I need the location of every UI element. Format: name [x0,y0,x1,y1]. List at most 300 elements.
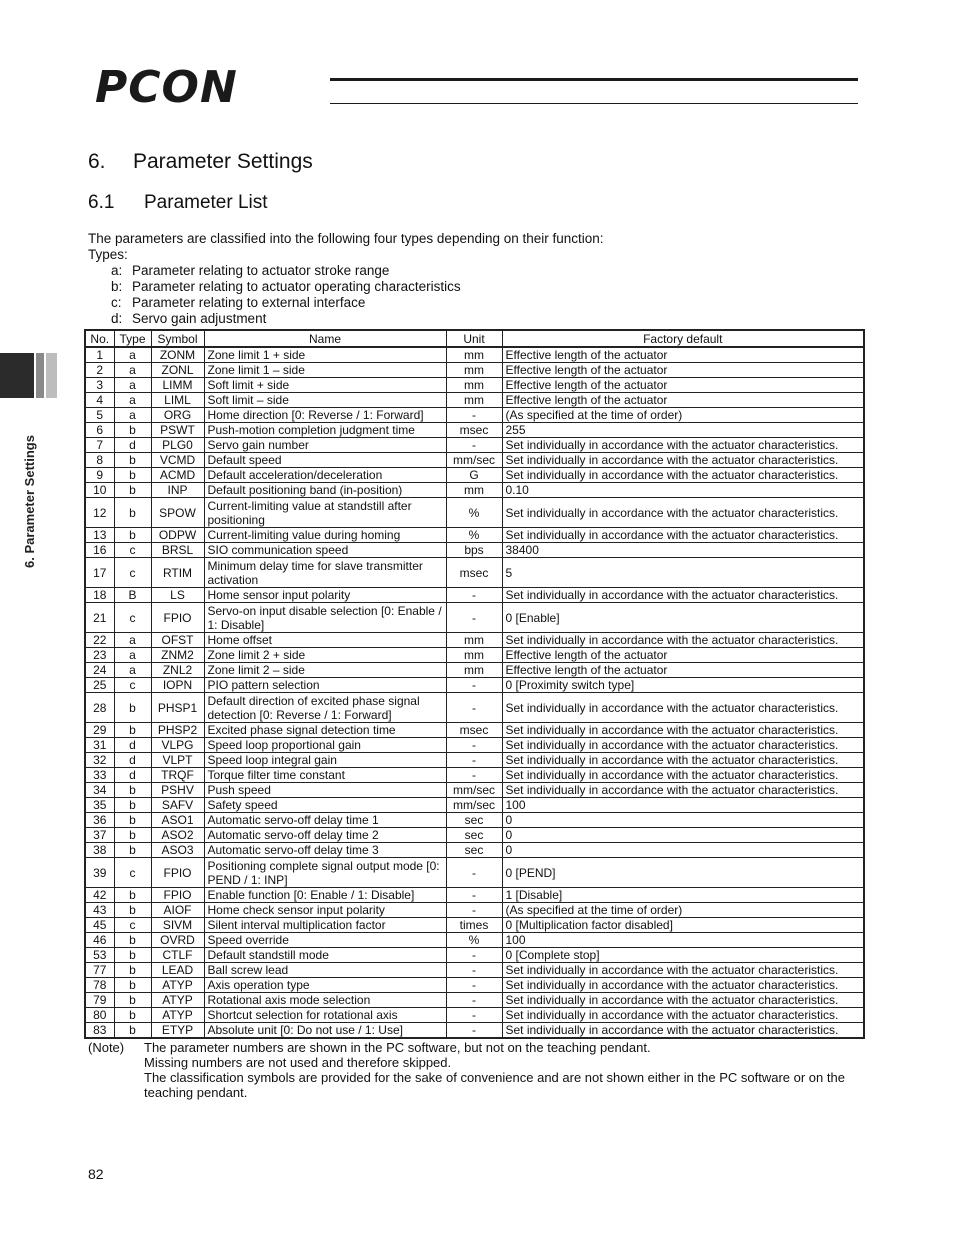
intro-line: The parameters are classified into the following four types depending on their function: [88,231,604,246]
cell-symbol: SPOW [151,498,204,528]
cell-type: b [114,783,151,798]
cell-symbol: IOPN [151,678,204,693]
table-row [85,798,864,813]
cell-unit: - [446,858,502,888]
cell-name: Absolute unit [0: Do not use / 1: Use] [204,1023,446,1039]
cell-symbol: BRSL [151,543,204,558]
cell-symbol: INP [151,483,204,498]
table-row [85,768,864,783]
cell-unit: G [446,468,502,483]
cell-name: SIO communication speed [204,543,446,558]
table-row [85,1008,864,1023]
cell-symbol: ORG [151,408,204,423]
header-no: No. [85,330,114,347]
cell-unit: - [446,678,502,693]
cell-symbol: LS [151,588,204,603]
cell-no: 24 [85,663,114,678]
cell-symbol: SAFV [151,798,204,813]
cell-default: Set individually in accordance with the actuator characteristics. [502,588,864,603]
cell-name: Positioning complete signal output mode [0: PEND / 1: INP] [204,858,446,888]
cell-no: 83 [85,1023,114,1039]
cell-type: d [114,768,151,783]
cell-type: b [114,948,151,963]
table-row [85,648,864,663]
cell-no: 22 [85,633,114,648]
cell-no: 79 [85,993,114,1008]
cell-default: Set individually in accordance with the actuator characteristics. [502,633,864,648]
type-item [111,295,461,311]
table-header-row [85,330,864,347]
cell-symbol: ATYP [151,978,204,993]
cell-symbol: ZONL [151,363,204,378]
cell-symbol: VCMD [151,453,204,468]
note-line: Missing numbers are not used and therefore skipped. [144,1055,452,1070]
cell-default: 1 [Disable] [502,888,864,903]
section-heading [88,150,313,174]
cell-type: a [114,378,151,393]
cell-name: Home check sensor input polarity [204,903,446,918]
cell-name: Ball screw lead [204,963,446,978]
cell-no: 4 [85,393,114,408]
table-row [85,813,864,828]
cell-symbol: PLG0 [151,438,204,453]
cell-no: 45 [85,918,114,933]
cell-no: 38 [85,843,114,858]
cell-symbol: ZNM2 [151,648,204,663]
cell-symbol: LIMM [151,378,204,393]
type-text: Servo gain adjustment [132,311,267,326]
table-row [85,693,864,723]
cell-default: Effective length of the actuator [502,378,864,393]
note-body [144,1040,874,1100]
cell-unit: - [446,738,502,753]
cell-name: Speed loop integral gain [204,753,446,768]
cell-no: 80 [85,1008,114,1023]
table-row [85,498,864,528]
cell-default: Set individually in accordance with the actuator characteristics. [502,783,864,798]
cell-type: d [114,738,151,753]
cell-symbol: PHSP1 [151,693,204,723]
cell-default: 0 [Complete stop] [502,948,864,963]
cell-default: 0 [502,843,864,858]
cell-no: 28 [85,693,114,723]
table-row [85,483,864,498]
cell-symbol: AIOF [151,903,204,918]
table-row [85,858,864,888]
cell-type: a [114,648,151,663]
cell-no: 46 [85,933,114,948]
chapter-side-label: 6. Parameter Settings [22,435,37,568]
cell-no: 8 [85,453,114,468]
cell-name: Servo gain number [204,438,446,453]
cell-default: Set individually in accordance with the actuator characteristics. [502,768,864,783]
cell-default: 0 [Enable] [502,603,864,633]
cell-unit: - [446,948,502,963]
header-factory-default: Factory default [502,330,864,347]
chapter-tab-dark [0,353,34,398]
subsection-heading [88,192,268,214]
cell-no: 36 [85,813,114,828]
cell-type: a [114,663,151,678]
cell-type: c [114,858,151,888]
cell-type: b [114,993,151,1008]
type-item [111,263,461,279]
table-row [85,543,864,558]
cell-name: Axis operation type [204,978,446,993]
header-rule-thin [330,103,858,104]
cell-type: c [114,603,151,633]
cell-type: d [114,753,151,768]
cell-type: b [114,453,151,468]
chapter-tab-mid [36,353,44,398]
cell-type: b [114,888,151,903]
cell-name: Default positioning band (in-position) [204,483,446,498]
cell-symbol: LIML [151,393,204,408]
cell-symbol: ATYP [151,1008,204,1023]
cell-type: b [114,723,151,738]
table-row [85,588,864,603]
cell-no: 10 [85,483,114,498]
cell-type: b [114,468,151,483]
cell-no: 33 [85,768,114,783]
cell-type: b [114,933,151,948]
table-row [85,423,864,438]
cell-no: 25 [85,678,114,693]
cell-no: 23 [85,648,114,663]
cell-unit: - [446,963,502,978]
cell-unit: - [446,888,502,903]
cell-default: 0 [Proximity switch type] [502,678,864,693]
cell-unit: sec [446,813,502,828]
table-row [85,438,864,453]
table-row [85,738,864,753]
cell-name: Default speed [204,453,446,468]
table-row [85,603,864,633]
cell-type: b [114,483,151,498]
cell-name: Excited phase signal detection time [204,723,446,738]
table-row [85,948,864,963]
table-row [85,753,864,768]
cell-symbol: PSHV [151,783,204,798]
cell-default: Set individually in accordance with the actuator characteristics. [502,738,864,753]
cell-default: Effective length of the actuator [502,663,864,678]
cell-no: 13 [85,528,114,543]
cell-default: Set individually in accordance with the actuator characteristics. [502,1008,864,1023]
cell-name: Default standstill mode [204,948,446,963]
chapter-tab [0,353,57,398]
cell-no: 37 [85,828,114,843]
table-row [85,378,864,393]
table-row [85,993,864,1008]
cell-symbol: ZONM [151,347,204,363]
cell-symbol: FPIO [151,858,204,888]
header-name: Name [204,330,446,347]
cell-no: 3 [85,378,114,393]
cell-no: 35 [85,798,114,813]
cell-type: d [114,438,151,453]
cell-type: c [114,543,151,558]
cell-no: 34 [85,783,114,798]
cell-type: b [114,1023,151,1039]
cell-default: Set individually in accordance with the actuator characteristics. [502,453,864,468]
parameter-table [84,329,865,1039]
cell-default: 0 [502,828,864,843]
cell-unit: mm [446,393,502,408]
cell-unit: mm/sec [446,453,502,468]
cell-name: Shortcut selection for rotational axis [204,1008,446,1023]
header-symbol: Symbol [151,330,204,347]
table-row [85,978,864,993]
table-row [85,528,864,543]
cell-unit: mm [446,378,502,393]
cell-name: Home direction [0: Reverse / 1: Forward] [204,408,446,423]
cell-no: 77 [85,963,114,978]
cell-name: Automatic servo-off delay time 2 [204,828,446,843]
note-line: The classification symbols are provided for the sake of convenience and are not shown either in the PC software or on the teaching pendant. [144,1070,845,1100]
table-row [85,408,864,423]
table-row [85,663,864,678]
cell-type: c [114,678,151,693]
cell-name: Minimum delay time for slave transmitter activation [204,558,446,588]
cell-default: 100 [502,798,864,813]
cell-unit: - [446,603,502,633]
cell-type: a [114,408,151,423]
intro-types-label: Types: [88,247,128,262]
cell-unit: mm [446,483,502,498]
cell-unit: % [446,498,502,528]
cell-name: Default acceleration/deceleration [204,468,446,483]
table-row [85,918,864,933]
page-number: 82 [88,1166,104,1182]
header-type: Type [114,330,151,347]
cell-type: a [114,393,151,408]
table-row [85,828,864,843]
cell-type: b [114,693,151,723]
cell-symbol: VLPT [151,753,204,768]
section-number: 6. [88,150,106,173]
table-row [85,783,864,798]
cell-unit: - [446,978,502,993]
cell-name: Enable function [0: Enable / 1: Disable] [204,888,446,903]
cell-name: Current-limiting value at standstill after positioning [204,498,446,528]
cell-no: 32 [85,753,114,768]
cell-name: Rotational axis mode selection [204,993,446,1008]
cell-name: Silent interval multiplication factor [204,918,446,933]
note-label: (Note) [88,1040,125,1055]
cell-no: 2 [85,363,114,378]
table-row [85,453,864,468]
cell-name: Zone limit 2 + side [204,648,446,663]
cell-no: 5 [85,408,114,423]
subsection-title: Parameter List [144,192,268,213]
cell-unit: - [446,1008,502,1023]
cell-type: b [114,813,151,828]
section-title: Parameter Settings [133,150,313,173]
cell-type: b [114,528,151,543]
cell-no: 18 [85,588,114,603]
cell-type: b [114,423,151,438]
cell-name: PIO pattern selection [204,678,446,693]
cell-default: 0 [PEND] [502,858,864,888]
type-text: Parameter relating to actuator stroke range [132,263,390,278]
cell-type: b [114,798,151,813]
cell-no: 9 [85,468,114,483]
cell-name: Automatic servo-off delay time 1 [204,813,446,828]
cell-name: Push-motion completion judgment time [204,423,446,438]
cell-symbol: ASO2 [151,828,204,843]
note-line: The parameter numbers are shown in the PC software, but not on the teaching pendant. [144,1040,651,1055]
table-row [85,963,864,978]
cell-unit: mm [446,648,502,663]
cell-default: Set individually in accordance with the actuator characteristics. [502,1023,864,1039]
cell-unit: % [446,528,502,543]
cell-unit: mm [446,633,502,648]
type-text: Parameter relating to external interface [132,295,366,310]
cell-name: Push speed [204,783,446,798]
cell-type: b [114,828,151,843]
table-row [85,888,864,903]
cell-type: b [114,498,151,528]
cell-default: Effective length of the actuator [502,648,864,663]
type-key: c: [111,295,122,310]
cell-unit: msec [446,558,502,588]
cell-type: b [114,903,151,918]
cell-no: 31 [85,738,114,753]
cell-no: 17 [85,558,114,588]
cell-type: b [114,843,151,858]
cell-type: a [114,363,151,378]
cell-name: Servo-on input disable selection [0: Enable / 1: Disable] [204,603,446,633]
cell-unit: msec [446,723,502,738]
cell-symbol: ETYP [151,1023,204,1039]
table-row [85,393,864,408]
cell-type: c [114,918,151,933]
cell-symbol: ACMD [151,468,204,483]
table-row [85,468,864,483]
types-list [111,263,461,327]
table-row [85,723,864,738]
cell-unit: sec [446,843,502,858]
header-unit: Unit [446,330,502,347]
subsection-number: 6.1 [88,192,115,213]
cell-default: Set individually in accordance with the actuator characteristics. [502,723,864,738]
cell-unit: times [446,918,502,933]
cell-unit: mm [446,347,502,363]
table-row [85,1023,864,1039]
cell-symbol: ZNL2 [151,663,204,678]
cell-default: Set individually in accordance with the actuator characteristics. [502,498,864,528]
cell-type: b [114,978,151,993]
header-rule-thick [330,78,858,81]
cell-no: 78 [85,978,114,993]
cell-type: b [114,963,151,978]
cell-unit: - [446,753,502,768]
cell-unit: - [446,993,502,1008]
cell-no: 21 [85,603,114,633]
cell-default: 5 [502,558,864,588]
cell-default: Set individually in accordance with the actuator characteristics. [502,993,864,1008]
cell-unit: % [446,933,502,948]
cell-unit: - [446,1023,502,1039]
cell-unit: msec [446,423,502,438]
cell-no: 12 [85,498,114,528]
cell-no: 43 [85,903,114,918]
cell-name: Speed override [204,933,446,948]
table-row [85,843,864,858]
cell-default: Effective length of the actuator [502,393,864,408]
type-key: b: [111,279,123,294]
cell-default: 38400 [502,543,864,558]
cell-name: Zone limit 2 – side [204,663,446,678]
cell-default: Set individually in accordance with the actuator characteristics. [502,528,864,543]
cell-name: Soft limit – side [204,393,446,408]
cell-name: Torque filter time constant [204,768,446,783]
cell-unit: mm [446,663,502,678]
cell-default: 255 [502,423,864,438]
cell-symbol: ODPW [151,528,204,543]
cell-no: 16 [85,543,114,558]
cell-symbol: OVRD [151,933,204,948]
cell-name: Default direction of excited phase signal detection [0: Reverse / 1: Forward] [204,693,446,723]
cell-default: Set individually in accordance with the actuator characteristics. [502,468,864,483]
cell-default: 0.10 [502,483,864,498]
cell-unit: - [446,768,502,783]
cell-unit: - [446,588,502,603]
cell-no: 6 [85,423,114,438]
logo-wordmark: PCON [95,62,238,113]
cell-default: Set individually in accordance with the actuator characteristics. [502,978,864,993]
cell-unit: - [446,693,502,723]
cell-name: Safety speed [204,798,446,813]
cell-symbol: RTIM [151,558,204,588]
cell-no: 39 [85,858,114,888]
cell-unit: - [446,903,502,918]
cell-type: B [114,588,151,603]
table-row [85,678,864,693]
type-item [111,279,461,295]
cell-default: Set individually in accordance with the actuator characteristics. [502,693,864,723]
cell-default: (As specified at the time of order) [502,408,864,423]
cell-symbol: PSWT [151,423,204,438]
cell-default: Effective length of the actuator [502,363,864,378]
cell-name: Home offset [204,633,446,648]
cell-default: 100 [502,933,864,948]
cell-default: (As specified at the time of order) [502,903,864,918]
cell-symbol: PHSP2 [151,723,204,738]
cell-default: Set individually in accordance with the actuator characteristics. [502,438,864,453]
cell-no: 42 [85,888,114,903]
cell-symbol: TRQF [151,768,204,783]
table-row [85,347,864,363]
cell-default: Set individually in accordance with the actuator characteristics. [502,963,864,978]
table-row [85,933,864,948]
type-item [111,311,461,327]
cell-unit: bps [446,543,502,558]
cell-no: 7 [85,438,114,453]
cell-name: Automatic servo-off delay time 3 [204,843,446,858]
cell-symbol: VLPG [151,738,204,753]
cell-symbol: ASO1 [151,813,204,828]
cell-type: a [114,633,151,648]
cell-symbol: FPIO [151,888,204,903]
table-row [85,633,864,648]
cell-symbol: LEAD [151,963,204,978]
cell-unit: mm/sec [446,798,502,813]
cell-symbol: FPIO [151,603,204,633]
type-key: a: [111,263,123,278]
cell-unit: mm/sec [446,783,502,798]
table-body [85,347,864,1038]
